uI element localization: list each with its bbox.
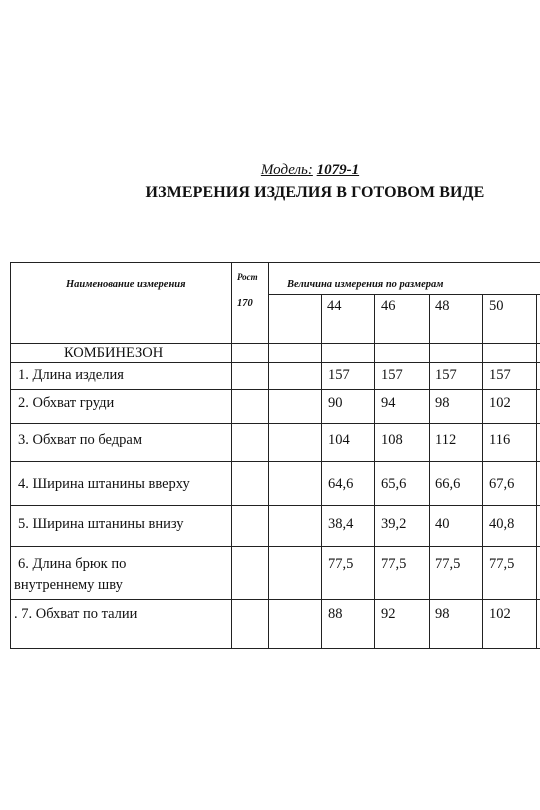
table-divider-name	[231, 262, 232, 649]
row-5-value-44: 38,4	[328, 516, 354, 532]
row-1-value-50: 157	[489, 367, 511, 383]
row-2-value-50: 102	[489, 395, 511, 411]
model-number: 1079-1	[316, 162, 360, 178]
model-label: Модель:	[260, 162, 313, 178]
sizes-header-divider	[268, 294, 540, 295]
row-3-value-48: 112	[435, 432, 457, 448]
table-border-bottom	[10, 648, 540, 649]
table-divider-50	[536, 294, 537, 649]
table-divider-46	[429, 294, 430, 649]
row-1-value-46: 157	[381, 367, 403, 383]
row-line-2	[10, 423, 540, 424]
row-3-value-46: 108	[381, 432, 403, 448]
row-4-value-44: 64,6	[328, 476, 354, 492]
row-2-value-46: 94	[381, 395, 396, 411]
row-6-name-line-1: 6. Длина брюк по	[18, 556, 127, 572]
table-border-left	[10, 262, 11, 649]
table-divider-blank	[321, 294, 322, 649]
row-5-value-48: 40	[435, 516, 450, 532]
row-6-name-line-2: внутреннему шву	[14, 577, 123, 593]
row-1-value-48: 157	[435, 367, 457, 383]
row-line-1	[10, 389, 540, 390]
row-6-value-50: 77,5	[489, 556, 515, 572]
row-2-value-44: 90	[328, 395, 343, 411]
row-5-value-46: 39,2	[381, 516, 407, 532]
sizes-header: Величина измерения по размерам	[287, 279, 444, 290]
row-2-name: 2. Обхват груди	[18, 395, 115, 411]
row-line-6	[10, 599, 540, 600]
table-divider-48	[482, 294, 483, 649]
row-7-value-46: 92	[381, 606, 396, 622]
document-title: ИЗМЕРЕНИЯ ИЗДЕЛИЯ В ГОТОВОМ ВИДЕ	[145, 184, 485, 201]
height-value: 170	[237, 298, 253, 309]
table-divider-44	[374, 294, 375, 649]
table-border-top	[10, 262, 540, 263]
row-line-4	[10, 505, 540, 506]
row-line-5	[10, 546, 540, 547]
row-7-value-50: 102	[489, 606, 511, 622]
row-4-value-46: 65,6	[381, 476, 407, 492]
row-4-name: 4. Ширина штанины вверху	[18, 476, 190, 492]
section-bottom-line	[10, 362, 540, 363]
row-6-value-44: 77,5	[328, 556, 354, 572]
row-3-value-50: 116	[489, 432, 511, 448]
row-1-name: 1. Длина изделия	[18, 367, 124, 383]
section-label: КОМБИНЕЗОН	[64, 345, 164, 361]
row-1-value-44: 157	[328, 367, 350, 383]
row-4-value-48: 66,6	[435, 476, 461, 492]
row-7-name: . 7. Обхват по талии	[14, 606, 138, 622]
row-line-3	[10, 461, 540, 462]
row-7-value-48: 98	[435, 606, 450, 622]
col-name-header: Наименование измерения	[66, 279, 186, 290]
table-divider-height	[268, 262, 269, 649]
size-50: 50	[489, 298, 504, 314]
row-6-value-48: 77,5	[435, 556, 461, 572]
row-3-name: 3. Обхват по бедрам	[18, 432, 143, 448]
size-48: 48	[435, 298, 450, 314]
row-5-value-50: 40,8	[489, 516, 515, 532]
row-3-value-44: 104	[328, 432, 350, 448]
row-7-value-44: 88	[328, 606, 343, 622]
row-5-name: 5. Ширина штанины внизу	[18, 516, 184, 532]
size-44: 44	[327, 298, 342, 314]
size-46: 46	[381, 298, 396, 314]
row-6-value-46: 77,5	[381, 556, 407, 572]
col-height-header: Рост	[237, 272, 258, 282]
row-4-value-50: 67,6	[489, 476, 515, 492]
row-2-value-48: 98	[435, 395, 450, 411]
